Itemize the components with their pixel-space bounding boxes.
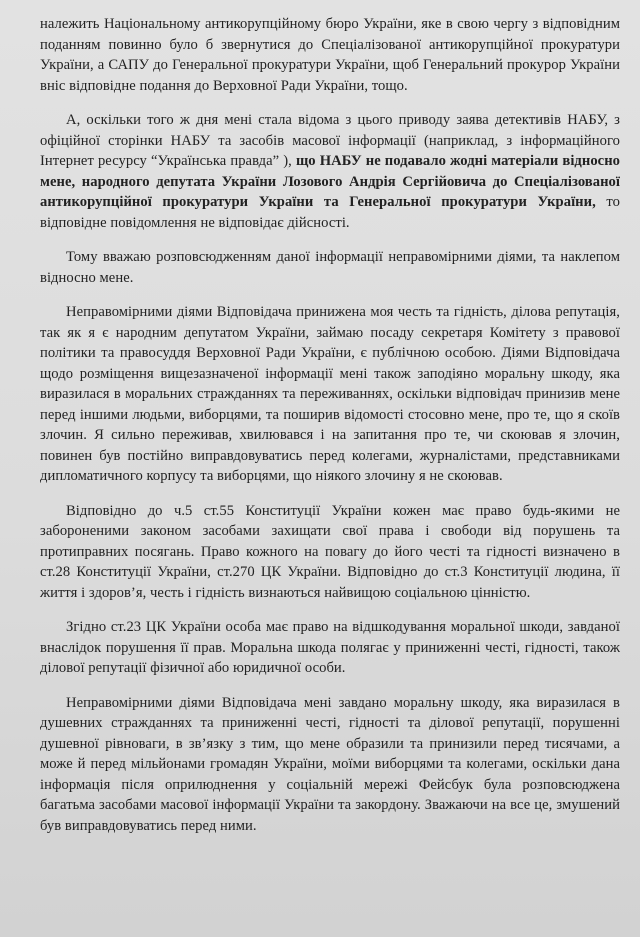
paragraph-5: Відповідно до ч.5 ст.55 Конституції України кожен має право будь-якими не забороненими законом засобами захищати свої права і свободи від порушень та протиправних посягань. Право кожного на повагу до його честі та гідності визначено в ст.28 Конституції України, ст.270 ЦК України. Відповідно до ст.3 Конституції людина, її життя і здоров’я, честь і гідність визнаються найвищою соціальною цінністю. <box>40 502 620 601</box>
paragraph-2 <box>40 110 620 233</box>
paragraph-2-intro: А, оскільки того ж дня мені стала відома з цього приводу заява детективів НАБУ, з офіційної сторінки НАБУ та засобів масової інформації (наприклад, з інформаційного Інтернет ресурсу “Українська правда” ), <box>40 112 620 169</box>
paragraph-2-ending: то відповідне повідомлення не відповідає дійсності. <box>40 194 621 231</box>
paragraph-6: Згідно ст.23 ЦК України особа має право на відшкодування моральної шкоди, завданої внаслідок порушення її прав. Моральна шкода полягає у приниженні честі, гідності, також ділової репутації фізичної або юридичної особи. <box>40 619 620 676</box>
paragraph-1: належить Національному антикорупційному бюро України, яке в свою чергу з відповідним поданням повинно було б звернутися до Спеціалізованої антикорупційної прокуратури України, а САПУ до Генеральної прокуратури України, щоб Генеральний прокурор України вніс відповідне подання до Верховної Ради України, тощо. <box>40 16 620 94</box>
paragraph-3: Тому вважаю розповсюдженням даної інформації неправомірними діями, та наклепом відносно мене. <box>40 249 620 286</box>
paragraph-2-bold-statement: що НАБУ не подавало жодні матеріали відносно мене, народного депутата України Лозового Андрія Сергійовича до Спеціалізованої антикорупційної прокуратури України та Генеральної прокуратури України, <box>40 153 620 210</box>
paragraph-7: Неправомірними діями Відповідача мені завдано моральну шкоду, яка виразилася в душевних стражданнях та приниженні честі, гідності та ділової репутації, порушенні душевної рівноваги, в зв’язку з тим, що мене образили та принизили перед тисячами, а може й перед мільйонами громадян України, моїми виборцями та колегами, оскільки дана інформація після оприлюднення у соціальній мережі Фейсбук була розповсюджена багатьма засобами масової інформації України та закордону. Зважаючи на все це, змушений був виправдовуватись перед ними. <box>40 694 620 834</box>
paragraph-4: Неправомірними діями Відповідача принижена моя честь та гідність, ділова репутація, так як я є народним депутатом України, займаю посаду секретаря Комітету з правової політики та правосуддя Верховної Ради України, є публічною особою. Діями Відповідача щодо розміщення вищезазначеної інформації мені також заподіяно моральну шкоду, яка виразилася в моральних стражданнях та переживаннях, оскільки відповідач принизив мене перед іншими людьми, виборцями, та поширив відомості стосовно мене, про те, що я скоїв злочин. Я сильно переживав, хвилювався і на запитання про те, чи скоював я злочин, повинен був постійно виправдовуватись перед колегами, журналістами, представниками дипломатичного корпусу та виборцями, що ніякого злочину я не скоював. <box>40 304 620 484</box>
